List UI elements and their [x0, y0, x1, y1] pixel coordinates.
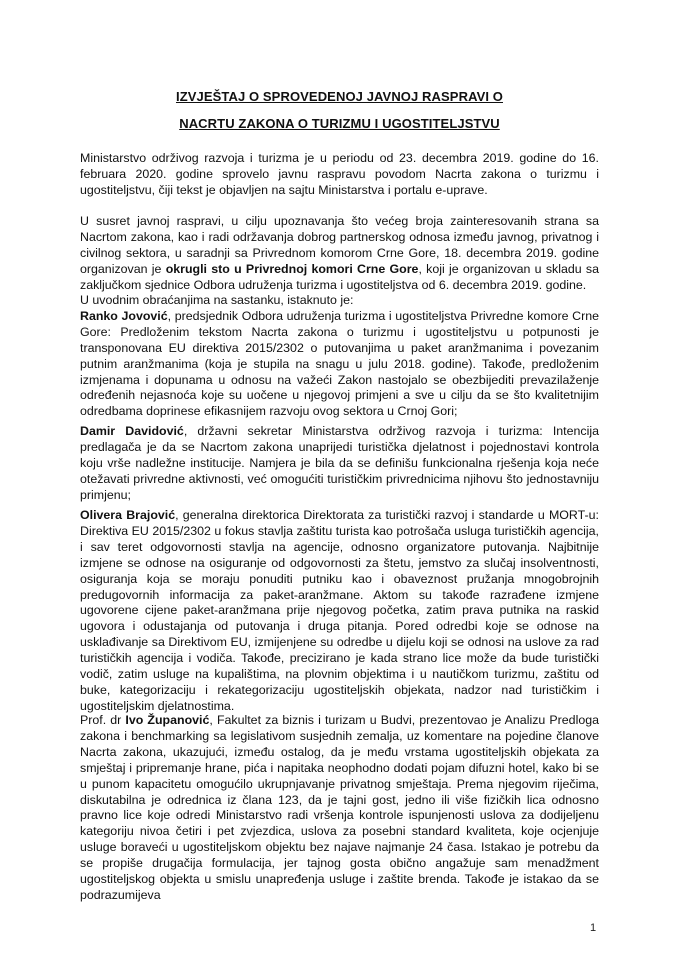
speaker-name-brajovic: Olivera Brajović — [80, 508, 176, 522]
speaker-text-davidovic: , državni sekretar Ministarstva održivog razvoja i turizma: Intencija predlagača je da se Nacrtom zakona unaprijedi turistička djelatnost i pojednostavi kontrola koju vrše nadležne institucije. Namjera je bila da se definišu funkcionalna rješenja koja neće otežavati privredne aktivnosti, već omogućiti turističkim privrednicima njihovu što jednostavniju primjenu; — [80, 424, 599, 502]
speaker-prefix-zupanovic: Prof. dr — [80, 713, 126, 727]
round-table-bold: okrugli sto u Privrednoj komori Crne Gore — [165, 261, 419, 276]
intro-statement: U uvodnim obraćanjima na sastanku, istaknuto je: — [80, 293, 354, 307]
paragraph-round-table-text-1: U susret javnoj raspravi, u cilju upoznavanja što većeg broja zainteresovanih strana sa Nacrtom zakona, kao i radi održavanja dobrog partnerskog odnosa između javnog, privatnog i civilnog sektora, u saradnji sa Privrednom komorom Crne Gore, 18. decembra 2019. godine organizovan je — [80, 214, 599, 276]
paragraph-jovovic — [80, 293, 599, 420]
speaker-text-jovovic: , predsjednik Odbora udruženja turizma i ugostiteljstva Privredne komore Crne Gore: Predloženim tekstom Nacrta zakona o turizmu i ugostiteljstvu u potpunosti je transponovana EU direktiva 2015/2302 o putovanjima u paket aranžmanima i povezanim putnim aranžmanima (koja je stupila na snagu u julu 2018. godine). Takođe, predloženim izmjenama i dopunama u odnosu na važeći Zakon nastojalo se obezbijediti prevazilaženje određenih nejasnoća koje su uočene u njegovoj primjeni a sve u cilju da se što kvalitetnijim odredbama doprinese efikasnijem razvoju ovog sektora u Crnoj Gori; — [80, 308, 599, 419]
speaker-name-zupanovic: Ivo Županović — [125, 713, 210, 727]
paragraph-zupanovic — [80, 713, 599, 904]
document-title-line-1: IZVJEŠTAJ O SPROVEDENOJ JAVNOJ RASPRAVI O — [175, 89, 503, 104]
paragraph-round-table-text-2: , koji je organizovan u skladu sa zaključkom sjednice Odbora udruženja turizma i ugostiteljstva od 6. decembra 2019. godine. — [80, 261, 599, 292]
page-number: 1 — [590, 922, 597, 934]
paragraph-round-table — [80, 214, 599, 294]
speaker-name-jovovic: Ranko Jovović — [80, 308, 168, 323]
speaker-text-zupanovic: , Fakultet za biznis i turizam u Budvi, prezentovao je Analizu Predloga zakona i benchmarking sa legislativom susjednih zemalja, uz komentare na pojedine članove Nacrta zakona, ukazujući, između ostalog, da je među vrstama ugostiteljskih objekata za smještaj i pripremanje hrane, pića i napitaka neophodno dodati pojam difuzni hotel, kako bi se u punom kapacitetu omogućilo ukrupnjavanje privatnog smještaja. Prema njegovim riječima, diskutabilna je odrednica iz člana 123, da je tajni gost, jedno ili više fizičkih lica odnosno pravno lice koje odredi Ministarstvo radi vršenja kontrole ispunjenosti uslova za dodijeljenu kategoriju nivoa četiri i pet zvjezdica, uslova za posebni standard kvaliteta, koje ocjenjuje usluge boraveći u ugostiteljskom objektu bez najave najmanje 24 časa. Istakao je potrebu da se propiše drugačija formulacija, jer tajnog gosta obično angažuje sam menadžment ugostiteljskog objekta u smislu unapređenja usluge i zaštite brenda. Takođe je istakao da se podrazumijeva — [80, 713, 599, 902]
speaker-name-davidovic: Damir Davidović — [80, 424, 184, 438]
document-title-line-2: NACRTU ZAKONA O TURIZMU I UGOSTITELJSTVU — [179, 116, 500, 131]
paragraph-davidovic — [80, 424, 599, 504]
speaker-text-brajovic: , generalna direktorica Direktorata za turistički razvoj i standarde u MORT-u: Direktiva EU 2015/2302 u fokus stavlja zaštitu turista kao potrošača usluga turističkih agencija, i sav teret odgovornosti stavlja na agencije, odnosno organizatore putovanja. Najbitnije izmjene se odnose na osiguranje od odgovornosti za štetu, jemstvo za slučaj insolventnosti, osiguranja koja se moraju ponuditi putniku kao i obaveznost pružanja mnogobrojnih predugovornih informacija za paket-aranžmane. Aktom su takođe razrađene izmjene ugovorene cijene paket-aranžmana prije njegovog početka, zatim prava putnika na raskid ugovora i odustajanja od putovanja i druga pitanja. Pored odredbi koje se odnose na usklađivanje sa Direktivom EU, izmijenjene su odredbe u dijelu koji se odnosi na uslove za rad turističkih agencija i vodiča. Takođe, precizirano je kada strano lice može da bude turistički vodič, zatim usluge na kupalištima, na plovnim objektima i u nautičkom turizmu, zaštitu od buke, kategorizaciju i rekategorizaciju ugostiteljskih objekata, nadzor nad turističkim i ugostiteljskim djelatnostima. — [80, 508, 599, 713]
paragraph-brajovic — [80, 508, 599, 715]
paragraph-intro: Ministarstvo održivog razvoja i turizma je u periodu od 23. decembra 2019. godine do 16. februara 2020. godine sprovelo javnu raspravu povodom Nacrta zakona o turizmu i ugostiteljstvu, čiji tekst je objavljen na sajtu Ministarstva i portalu e-uprave. — [80, 151, 599, 197]
